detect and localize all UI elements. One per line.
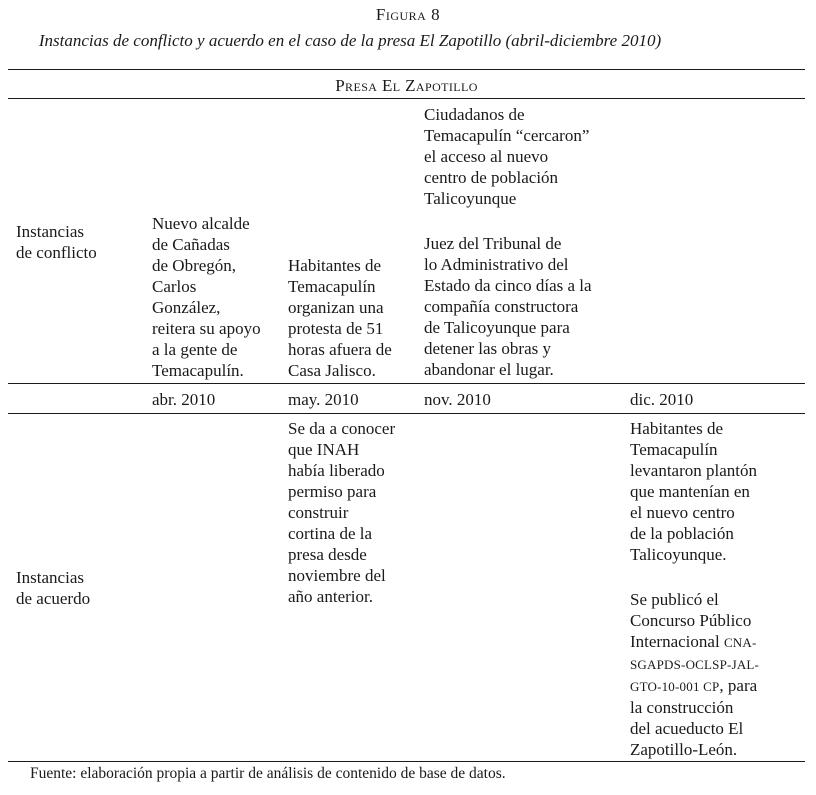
source-note: Fuente: elaboración propia a partir de análisis de contenido de base de datos. — [30, 765, 506, 782]
conflict-bottom-rule — [8, 383, 805, 384]
contest-code: CNA- — [723, 635, 757, 650]
contest-code: GTO-10-001 CP — [630, 679, 720, 694]
conflict-cell-may: Habitantes de Temacapulín organizan una protesta de 51 horas afuera de Casa Jalisco. — [288, 256, 392, 380]
header-rule — [8, 98, 805, 99]
contest-code: SGAPDS-OCLSP-JAL- — [630, 657, 760, 672]
date-dic: dic. 2010 — [630, 390, 694, 409]
row-label-agreement: Instancias de acuerdo — [16, 568, 91, 608]
figure-label: Figura 8 — [375, 5, 441, 24]
conflict-cell-nov-1: Ciudadanos de Temacapulín “cercaron” el acceso al nuevo centro de población Talicoyunque — [424, 105, 590, 208]
dic-2-line: Zapotillo-León. — [630, 740, 738, 759]
dic-2-line — [630, 653, 759, 675]
date-abr: abr. 2010 — [152, 390, 216, 409]
dic-2-line: Concurso Público — [630, 611, 752, 630]
dic-2-line: Se publicó el — [630, 590, 719, 609]
row-label-conflict: Instancias de conflicto — [16, 222, 97, 262]
dic-2-line — [630, 631, 759, 653]
agreement-cell-may: Se da a conocer que INAH había liberado permiso para construir cortina de la presa desde noviembre del año anterior. — [288, 419, 396, 606]
figure-subtitle: Instancias de conflicto y acuerdo en el caso de la presa El Zapotillo (abril-diciembre 2010) — [38, 31, 662, 50]
dic-2-line: del acueducto El — [630, 719, 744, 738]
dic-2-line — [630, 675, 759, 697]
dic-2-text: , para — [719, 676, 758, 695]
agreement-cell-dic-2 — [630, 589, 759, 760]
agreement-cell-dic-1: Habitantes de Temacapulín levantaron plantón que mantenían en el nuevo centro de la población Talicoyunque. — [630, 419, 757, 564]
date-nov: nov. 2010 — [424, 390, 491, 409]
conflict-cell-abr: Nuevo alcalde de Cañadas de Obregón, Carlos González, reitera su apoyo a la gente de Temacapulín. — [152, 214, 261, 380]
table-top-rule — [8, 69, 805, 70]
table-header: Presa El Zapotillo — [335, 76, 478, 95]
conflict-cell-nov-2: Juez del Tribunal de lo Administrativo del Estado da cinco días a la compañía constructora de Talicoyunque para detener las obras y abandonar el lugar. — [424, 234, 592, 379]
date-may: may. 2010 — [288, 390, 359, 409]
table-bottom-rule — [8, 761, 805, 762]
dic-2-text: Internacional — [630, 632, 724, 651]
dates-bottom-rule — [8, 413, 805, 414]
dic-2-line: la construcción — [630, 698, 734, 717]
